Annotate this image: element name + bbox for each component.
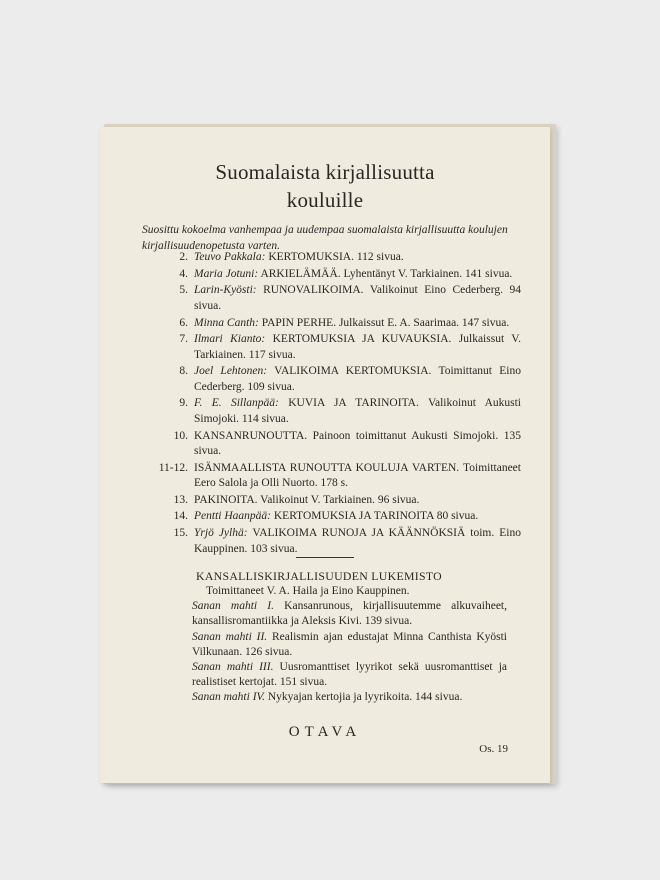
item-text: [194, 364, 521, 395]
cover-title-line2: kouluille: [286, 188, 364, 212]
series-volume: [192, 690, 507, 705]
item-text: [194, 283, 521, 314]
item-text: [194, 267, 521, 282]
item-number: 8.: [179, 365, 188, 378]
series-volume: [192, 599, 507, 629]
list-item: [136, 267, 521, 282]
item-text: [194, 332, 521, 363]
series-body: [192, 584, 507, 706]
item-number: 10.: [173, 429, 188, 442]
item-text: [194, 396, 521, 427]
publisher-name: OTAVA: [288, 724, 362, 740]
item-description: VALIKOIMA KERTOMUKSIA. Toimittanut Eino Cederberg. 109 sivua.: [194, 365, 521, 393]
item-text: [194, 250, 521, 265]
volume-title: Sanan mahti I.: [192, 600, 274, 613]
item-number: 7.: [179, 333, 188, 346]
item-number: 13.: [173, 493, 188, 506]
series-volume: [192, 660, 507, 690]
series-volume: [192, 630, 507, 660]
list-item: [136, 283, 521, 314]
item-description: KANSANRUNOUTTA. Painoon toimittanut Aukusti Simojoki. 135 sivua.: [194, 429, 521, 457]
item-description: KERTOMUKSIA JA TARINOITA 80 sivua.: [270, 510, 479, 523]
item-description: PAKINOITA. Valikoinut V. Tarkiainen. 96 sivua.: [194, 493, 420, 506]
item-number: 6.: [179, 316, 188, 329]
list-item: [136, 429, 521, 460]
volume-description: Uusromanttiset lyyrikot sekä uusromanttiset ja realistiset kertojat. 151 sivua.: [192, 661, 507, 689]
list-item: [136, 364, 521, 395]
item-author: Pentti Haanpää:: [194, 510, 271, 523]
list-item: [136, 461, 521, 492]
item-author: Larin-Kyösti:: [194, 284, 257, 297]
item-author: Joel Lehtonen:: [194, 365, 268, 378]
section-divider: [296, 557, 354, 558]
item-number: 11-12.: [158, 461, 188, 474]
item-author: Ilmari Kianto:: [194, 333, 266, 346]
item-text: [194, 493, 521, 508]
item-description: RUNOVALIKOIMA. Valikoinut Eino Cederberg. 94 sivua.: [194, 284, 521, 312]
item-description: ISÄNMAALLISTA RUNOUTTA KOULUJA VARTEN. Toimittaneet Eero Salola ja Olli Nuorto. 178 s.: [194, 461, 521, 490]
volume-title: Sanan mahti II.: [192, 630, 268, 643]
list-item: [136, 396, 521, 427]
item-description: KERTOMUKSIA. 112 sivua.: [265, 251, 404, 263]
item-text: [194, 526, 521, 557]
item-number: 5.: [179, 284, 188, 297]
list-item: [136, 493, 521, 508]
list-item: [136, 316, 521, 331]
item-author: Yrjö Jylhä:: [194, 527, 248, 540]
list-item: [136, 526, 521, 557]
item-text: [194, 316, 521, 331]
item-description: VALIKOIMA RUNOJA JA KÄÄNNÖKSIÄ toim. Eino Kauppinen. 103 sivua.: [194, 527, 521, 555]
item-description: KERTOMUKSIA JA KUVAUKSIA. Julkaissut V. Tarkiainen. 117 sivua.: [194, 333, 522, 361]
cover-title-line1: Suomalaista kirjallisuutta: [215, 160, 435, 184]
item-author: Minna Canth:: [194, 316, 259, 329]
volume-description: Realismin ajan edustajat Minna Canthista Kyösti Vilkunaan. 126 sivua.: [192, 630, 508, 658]
series-heading: KANSALLISKIRJALLISUUDEN LUKEMISTO: [196, 569, 442, 583]
item-text: [194, 509, 521, 524]
item-text: [194, 461, 521, 492]
series-editors: Toimittaneet V. A. Haila ja Eino Kauppinen.: [206, 585, 410, 597]
item-author: Teuvo Pakkala:: [194, 251, 266, 263]
item-number: 14.: [173, 510, 188, 523]
book-back-cover: [100, 127, 550, 783]
item-author: Maria Jotuni:: [194, 267, 259, 280]
list-item: [136, 250, 521, 265]
book-list: [136, 250, 521, 558]
intro-text: Suosittu kokoelma vanhempaa ja uudempaa suomalaista kirjallisuutta koulujen kirjallisuudenopetusta varten.: [142, 224, 508, 252]
item-description: PAPIN PERHE. Julkaissut E. A. Saarimaa. 147 sivua.: [258, 316, 510, 329]
item-author: F. E. Sillanpää:: [194, 397, 279, 410]
volume-description: Kansanrunous, kirjallisuutemme alkuvaiheet, kansallisromantiikka ja Aleksis Kivi. 139 sivua.: [192, 600, 507, 628]
volume-description: Nykyajan kertojia ja lyyrikoita. 144 sivua.: [264, 691, 463, 704]
item-number: 2.: [179, 251, 188, 263]
item-description: ARKIELÄMÄÄ. Lyhentänyt V. Tarkiainen. 141 sivua.: [258, 267, 513, 280]
item-text: [194, 429, 521, 460]
item-number: 9.: [179, 397, 188, 410]
item-number: 4.: [179, 267, 188, 280]
list-item: [136, 332, 521, 363]
list-item: [136, 509, 521, 524]
volume-title: Sanan mahti III.: [192, 661, 274, 674]
catalog-code: Os. 19: [479, 743, 508, 755]
item-description: KUVIA JA TARINOITA. Valikoinut Aukusti Simojoki. 114 sivua.: [194, 397, 521, 425]
item-number: 15.: [173, 527, 188, 540]
volume-title: Sanan mahti IV.: [192, 691, 265, 704]
